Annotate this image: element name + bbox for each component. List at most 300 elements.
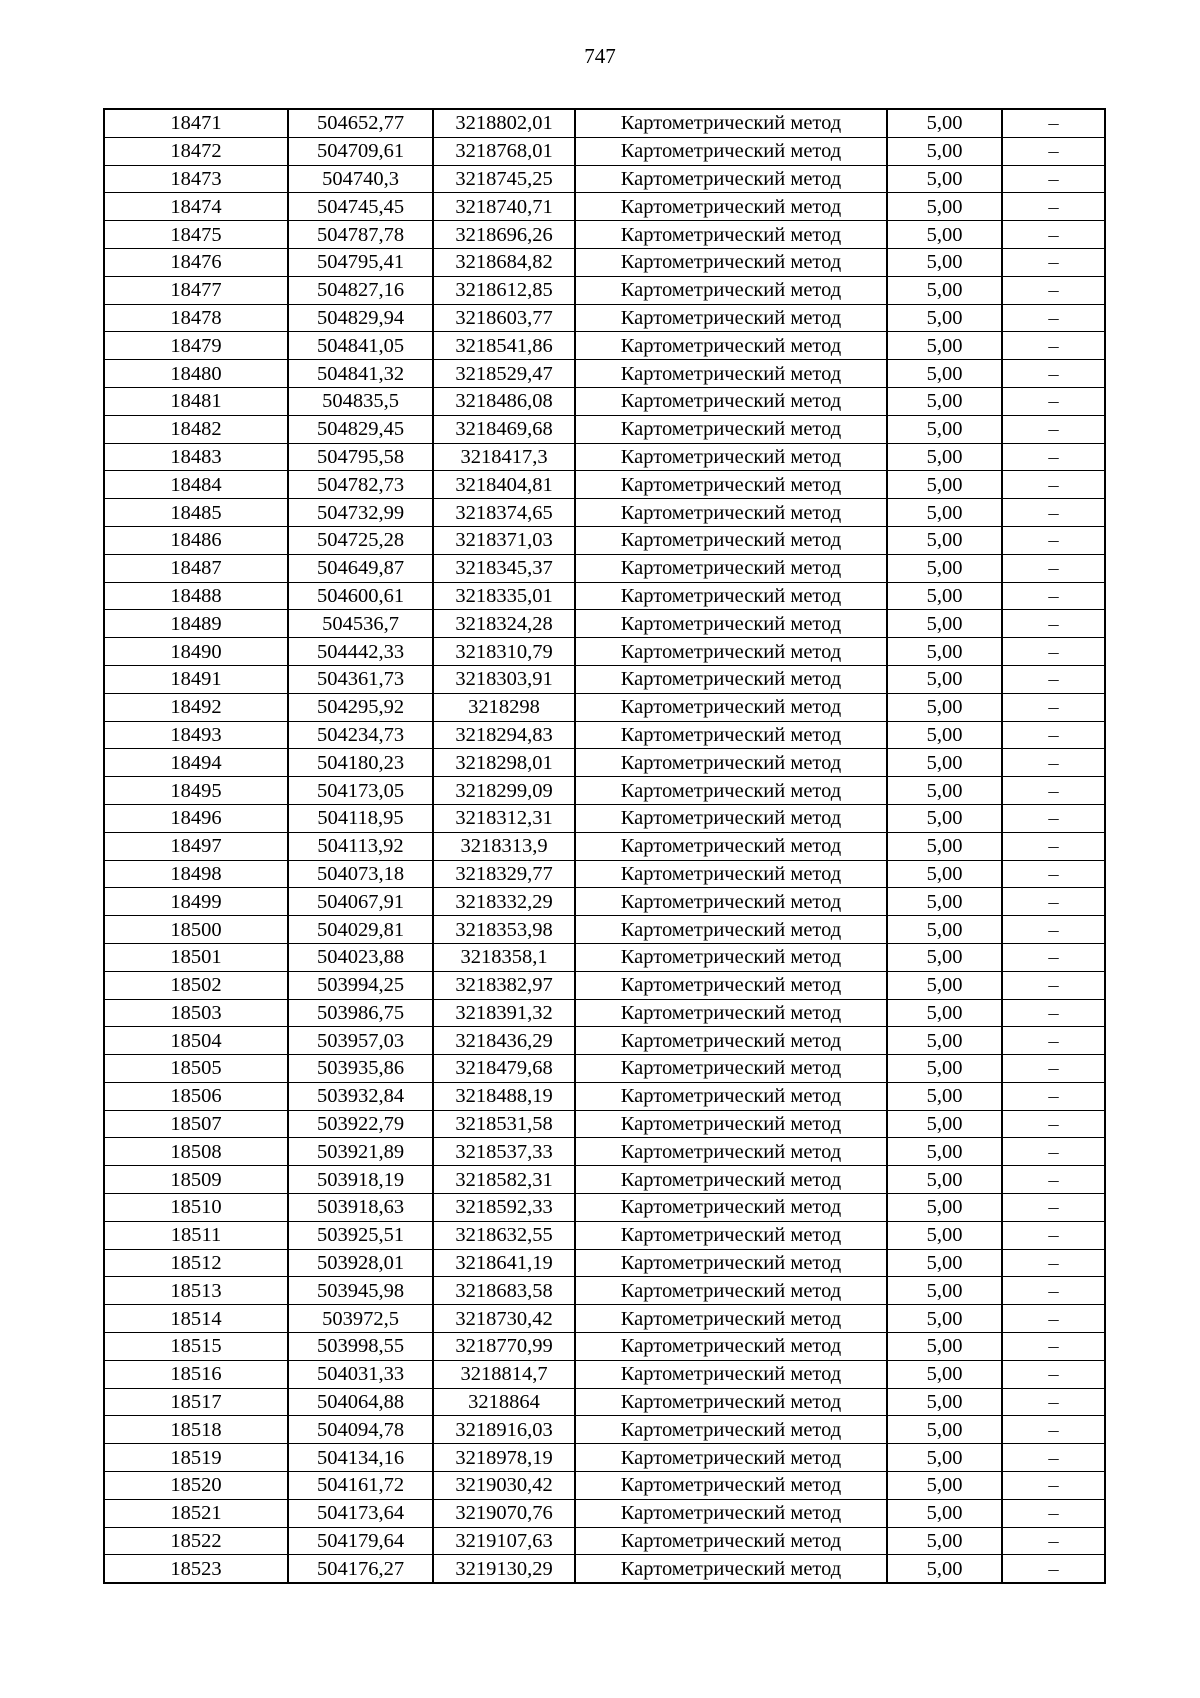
- accuracy-cell: 5,00: [887, 248, 1002, 276]
- x-coordinate-cell: 504031,33: [288, 1360, 433, 1388]
- table-row: [104, 749, 1105, 777]
- method-cell: Картометрический метод: [575, 1221, 887, 1249]
- point-number-cell: 18484: [104, 471, 288, 499]
- x-coordinate-cell: 503998,55: [288, 1333, 433, 1361]
- method-cell: Картометрический метод: [575, 1055, 887, 1083]
- y-coordinate-cell: 3218312,31: [433, 804, 575, 832]
- coordinates-table-body: [104, 109, 1105, 1583]
- description-cell: –: [1002, 804, 1105, 832]
- description-cell: –: [1002, 1499, 1105, 1527]
- point-number-cell: 18489: [104, 610, 288, 638]
- point-number-cell: 18485: [104, 499, 288, 527]
- method-cell: Картометрический метод: [575, 832, 887, 860]
- method-cell: Картометрический метод: [575, 554, 887, 582]
- x-coordinate-cell: 503921,89: [288, 1138, 433, 1166]
- table-row: [104, 332, 1105, 360]
- description-cell: –: [1002, 248, 1105, 276]
- y-coordinate-cell: 3218303,91: [433, 665, 575, 693]
- x-coordinate-cell: 504725,28: [288, 526, 433, 554]
- table-row: [104, 109, 1105, 137]
- accuracy-cell: 5,00: [887, 1110, 1002, 1138]
- table-row: [104, 471, 1105, 499]
- description-cell: –: [1002, 665, 1105, 693]
- y-coordinate-cell: 3218345,37: [433, 554, 575, 582]
- method-cell: Картометрический метод: [575, 443, 887, 471]
- x-coordinate-cell: 504161,72: [288, 1472, 433, 1500]
- point-number-cell: 18505: [104, 1055, 288, 1083]
- table-row: [104, 248, 1105, 276]
- accuracy-cell: 5,00: [887, 526, 1002, 554]
- accuracy-cell: 5,00: [887, 832, 1002, 860]
- description-cell: –: [1002, 1138, 1105, 1166]
- y-coordinate-cell: 3218537,33: [433, 1138, 575, 1166]
- table-row: [104, 499, 1105, 527]
- table-row: [104, 1305, 1105, 1333]
- method-cell: Картометрический метод: [575, 1499, 887, 1527]
- table-row: [104, 721, 1105, 749]
- table-row: [104, 638, 1105, 666]
- table-row: [104, 1360, 1105, 1388]
- point-number-cell: 18478: [104, 304, 288, 332]
- point-number-cell: 18483: [104, 443, 288, 471]
- y-coordinate-cell: 3218978,19: [433, 1444, 575, 1472]
- description-cell: –: [1002, 638, 1105, 666]
- point-number-cell: 18481: [104, 387, 288, 415]
- accuracy-cell: 5,00: [887, 610, 1002, 638]
- table-row: [104, 582, 1105, 610]
- method-cell: Картометрический метод: [575, 221, 887, 249]
- point-number-cell: 18519: [104, 1444, 288, 1472]
- method-cell: Картометрический метод: [575, 804, 887, 832]
- table-row: [104, 1221, 1105, 1249]
- table-row: [104, 610, 1105, 638]
- point-number-cell: 18520: [104, 1472, 288, 1500]
- point-number-cell: 18497: [104, 832, 288, 860]
- description-cell: –: [1002, 721, 1105, 749]
- x-coordinate-cell: 504795,58: [288, 443, 433, 471]
- accuracy-cell: 5,00: [887, 971, 1002, 999]
- accuracy-cell: 5,00: [887, 1527, 1002, 1555]
- accuracy-cell: 5,00: [887, 1360, 1002, 1388]
- table-row: [104, 193, 1105, 221]
- point-number-cell: 18488: [104, 582, 288, 610]
- x-coordinate-cell: 503918,63: [288, 1194, 433, 1222]
- accuracy-cell: 5,00: [887, 721, 1002, 749]
- accuracy-cell: 5,00: [887, 1221, 1002, 1249]
- y-coordinate-cell: 3218310,79: [433, 638, 575, 666]
- y-coordinate-cell: 3218768,01: [433, 137, 575, 165]
- point-number-cell: 18512: [104, 1249, 288, 1277]
- y-coordinate-cell: 3218358,1: [433, 943, 575, 971]
- table-row: [104, 1388, 1105, 1416]
- point-number-cell: 18480: [104, 360, 288, 388]
- x-coordinate-cell: 504179,64: [288, 1527, 433, 1555]
- y-coordinate-cell: 3218696,26: [433, 221, 575, 249]
- y-coordinate-cell: 3218541,86: [433, 332, 575, 360]
- point-number-cell: 18513: [104, 1277, 288, 1305]
- description-cell: –: [1002, 777, 1105, 805]
- description-cell: –: [1002, 415, 1105, 443]
- accuracy-cell: 5,00: [887, 943, 1002, 971]
- method-cell: Картометрический метод: [575, 471, 887, 499]
- accuracy-cell: 5,00: [887, 387, 1002, 415]
- x-coordinate-cell: 504745,45: [288, 193, 433, 221]
- table-row: [104, 1027, 1105, 1055]
- table-row: [104, 1444, 1105, 1472]
- method-cell: Картометрический метод: [575, 304, 887, 332]
- accuracy-cell: 5,00: [887, 360, 1002, 388]
- accuracy-cell: 5,00: [887, 1027, 1002, 1055]
- description-cell: –: [1002, 165, 1105, 193]
- y-coordinate-cell: 3218488,19: [433, 1082, 575, 1110]
- accuracy-cell: 5,00: [887, 221, 1002, 249]
- point-number-cell: 18500: [104, 916, 288, 944]
- method-cell: Картометрический метод: [575, 749, 887, 777]
- x-coordinate-cell: 504176,27: [288, 1555, 433, 1583]
- point-number-cell: 18496: [104, 804, 288, 832]
- point-number-cell: 18477: [104, 276, 288, 304]
- x-coordinate-cell: 503922,79: [288, 1110, 433, 1138]
- description-cell: –: [1002, 1249, 1105, 1277]
- method-cell: Картометрический метод: [575, 638, 887, 666]
- method-cell: Картометрический метод: [575, 721, 887, 749]
- accuracy-cell: 5,00: [887, 471, 1002, 499]
- table-row: [104, 304, 1105, 332]
- description-cell: –: [1002, 860, 1105, 888]
- table-row: [104, 860, 1105, 888]
- x-coordinate-cell: 503994,25: [288, 971, 433, 999]
- accuracy-cell: 5,00: [887, 582, 1002, 610]
- point-number-cell: 18507: [104, 1110, 288, 1138]
- accuracy-cell: 5,00: [887, 665, 1002, 693]
- point-number-cell: 18487: [104, 554, 288, 582]
- point-number-cell: 18491: [104, 665, 288, 693]
- point-number-cell: 18474: [104, 193, 288, 221]
- x-coordinate-cell: 504094,78: [288, 1416, 433, 1444]
- x-coordinate-cell: 504827,16: [288, 276, 433, 304]
- description-cell: –: [1002, 943, 1105, 971]
- description-cell: –: [1002, 693, 1105, 721]
- description-cell: –: [1002, 971, 1105, 999]
- accuracy-cell: 5,00: [887, 276, 1002, 304]
- x-coordinate-cell: 504023,88: [288, 943, 433, 971]
- table-row: [104, 777, 1105, 805]
- y-coordinate-cell: 3218382,97: [433, 971, 575, 999]
- accuracy-cell: 5,00: [887, 693, 1002, 721]
- accuracy-cell: 5,00: [887, 804, 1002, 832]
- point-number-cell: 18506: [104, 1082, 288, 1110]
- description-cell: –: [1002, 499, 1105, 527]
- y-coordinate-cell: 3218298,01: [433, 749, 575, 777]
- table-row: [104, 1555, 1105, 1583]
- point-number-cell: 18515: [104, 1333, 288, 1361]
- table-row: [104, 832, 1105, 860]
- point-number-cell: 18514: [104, 1305, 288, 1333]
- point-number-cell: 18510: [104, 1194, 288, 1222]
- x-coordinate-cell: 504442,33: [288, 638, 433, 666]
- accuracy-cell: 5,00: [887, 1194, 1002, 1222]
- accuracy-cell: 5,00: [887, 193, 1002, 221]
- table-row: [104, 1138, 1105, 1166]
- y-coordinate-cell: 3219030,42: [433, 1472, 575, 1500]
- table-row: [104, 1166, 1105, 1194]
- table-row: [104, 916, 1105, 944]
- description-cell: –: [1002, 1388, 1105, 1416]
- y-coordinate-cell: 3218335,01: [433, 582, 575, 610]
- point-number-cell: 18508: [104, 1138, 288, 1166]
- method-cell: Картометрический метод: [575, 248, 887, 276]
- method-cell: Картометрический метод: [575, 165, 887, 193]
- x-coordinate-cell: 504361,73: [288, 665, 433, 693]
- x-coordinate-cell: 503972,5: [288, 1305, 433, 1333]
- accuracy-cell: 5,00: [887, 1166, 1002, 1194]
- point-number-cell: 18493: [104, 721, 288, 749]
- description-cell: –: [1002, 221, 1105, 249]
- point-number-cell: 18509: [104, 1166, 288, 1194]
- table-row: [104, 1194, 1105, 1222]
- x-coordinate-cell: 504787,78: [288, 221, 433, 249]
- accuracy-cell: 5,00: [887, 415, 1002, 443]
- x-coordinate-cell: 504295,92: [288, 693, 433, 721]
- x-coordinate-cell: 504180,23: [288, 749, 433, 777]
- method-cell: Картометрический метод: [575, 137, 887, 165]
- point-number-cell: 18471: [104, 109, 288, 137]
- y-coordinate-cell: 3218814,7: [433, 1360, 575, 1388]
- method-cell: Картометрический метод: [575, 916, 887, 944]
- point-number-cell: 18504: [104, 1027, 288, 1055]
- y-coordinate-cell: 3218299,09: [433, 777, 575, 805]
- table-row: [104, 943, 1105, 971]
- point-number-cell: 18499: [104, 888, 288, 916]
- point-number-cell: 18521: [104, 1499, 288, 1527]
- method-cell: Картометрический метод: [575, 888, 887, 916]
- method-cell: Картометрический метод: [575, 1027, 887, 1055]
- description-cell: –: [1002, 582, 1105, 610]
- accuracy-cell: 5,00: [887, 638, 1002, 666]
- point-number-cell: 18502: [104, 971, 288, 999]
- method-cell: Картометрический метод: [575, 1388, 887, 1416]
- method-cell: Картометрический метод: [575, 1166, 887, 1194]
- y-coordinate-cell: 3218612,85: [433, 276, 575, 304]
- description-cell: –: [1002, 137, 1105, 165]
- accuracy-cell: 5,00: [887, 1444, 1002, 1472]
- y-coordinate-cell: 3218529,47: [433, 360, 575, 388]
- y-coordinate-cell: 3218683,58: [433, 1277, 575, 1305]
- method-cell: Картометрический метод: [575, 332, 887, 360]
- accuracy-cell: 5,00: [887, 999, 1002, 1027]
- description-cell: –: [1002, 471, 1105, 499]
- table-row: [104, 693, 1105, 721]
- description-cell: –: [1002, 999, 1105, 1027]
- accuracy-cell: 5,00: [887, 109, 1002, 137]
- point-number-cell: 18472: [104, 137, 288, 165]
- point-number-cell: 18473: [104, 165, 288, 193]
- y-coordinate-cell: 3218770,99: [433, 1333, 575, 1361]
- method-cell: Картометрический метод: [575, 1249, 887, 1277]
- x-coordinate-cell: 503957,03: [288, 1027, 433, 1055]
- accuracy-cell: 5,00: [887, 499, 1002, 527]
- description-cell: –: [1002, 1277, 1105, 1305]
- coordinates-table: [103, 108, 1106, 1584]
- y-coordinate-cell: 3218802,01: [433, 109, 575, 137]
- description-cell: –: [1002, 304, 1105, 332]
- table-row: [104, 1333, 1105, 1361]
- table-row: [104, 999, 1105, 1027]
- table-row: [104, 137, 1105, 165]
- table-row: [104, 221, 1105, 249]
- x-coordinate-cell: 504064,88: [288, 1388, 433, 1416]
- method-cell: Картометрический метод: [575, 777, 887, 805]
- table-row: [104, 1416, 1105, 1444]
- x-coordinate-cell: 504029,81: [288, 916, 433, 944]
- description-cell: –: [1002, 1555, 1105, 1583]
- point-number-cell: 18516: [104, 1360, 288, 1388]
- x-coordinate-cell: 504173,05: [288, 777, 433, 805]
- y-coordinate-cell: 3218531,58: [433, 1110, 575, 1138]
- description-cell: –: [1002, 332, 1105, 360]
- table-row: [104, 1249, 1105, 1277]
- table-row: [104, 1499, 1105, 1527]
- x-coordinate-cell: 504134,16: [288, 1444, 433, 1472]
- y-coordinate-cell: 3218436,29: [433, 1027, 575, 1055]
- x-coordinate-cell: 503925,51: [288, 1221, 433, 1249]
- description-cell: –: [1002, 193, 1105, 221]
- description-cell: –: [1002, 1360, 1105, 1388]
- page-number: 747: [584, 44, 616, 68]
- accuracy-cell: 5,00: [887, 1555, 1002, 1583]
- method-cell: Картометрический метод: [575, 415, 887, 443]
- x-coordinate-cell: 504173,64: [288, 1499, 433, 1527]
- accuracy-cell: 5,00: [887, 777, 1002, 805]
- y-coordinate-cell: 3218324,28: [433, 610, 575, 638]
- point-number-cell: 18494: [104, 749, 288, 777]
- x-coordinate-cell: 504536,7: [288, 610, 433, 638]
- method-cell: Картометрический метод: [575, 1110, 887, 1138]
- table-row: [104, 554, 1105, 582]
- method-cell: Картометрический метод: [575, 276, 887, 304]
- point-number-cell: 18492: [104, 693, 288, 721]
- description-cell: –: [1002, 360, 1105, 388]
- y-coordinate-cell: 3218486,08: [433, 387, 575, 415]
- method-cell: Картометрический метод: [575, 665, 887, 693]
- point-number-cell: 18475: [104, 221, 288, 249]
- description-cell: –: [1002, 832, 1105, 860]
- point-number-cell: 18498: [104, 860, 288, 888]
- point-number-cell: 18486: [104, 526, 288, 554]
- point-number-cell: 18476: [104, 248, 288, 276]
- table-row: [104, 443, 1105, 471]
- table-row: [104, 1277, 1105, 1305]
- table-row: [104, 1472, 1105, 1500]
- accuracy-cell: 5,00: [887, 749, 1002, 777]
- x-coordinate-cell: 503986,75: [288, 999, 433, 1027]
- y-coordinate-cell: 3218404,81: [433, 471, 575, 499]
- x-coordinate-cell: 504841,05: [288, 332, 433, 360]
- table-row: [104, 804, 1105, 832]
- y-coordinate-cell: 3218294,83: [433, 721, 575, 749]
- method-cell: Картометрический метод: [575, 1305, 887, 1333]
- x-coordinate-cell: 503918,19: [288, 1166, 433, 1194]
- description-cell: –: [1002, 387, 1105, 415]
- method-cell: Картометрический метод: [575, 526, 887, 554]
- method-cell: Картометрический метод: [575, 360, 887, 388]
- x-coordinate-cell: 504829,94: [288, 304, 433, 332]
- description-cell: –: [1002, 109, 1105, 137]
- y-coordinate-cell: 3218329,77: [433, 860, 575, 888]
- point-number-cell: 18511: [104, 1221, 288, 1249]
- method-cell: Картометрический метод: [575, 999, 887, 1027]
- y-coordinate-cell: 3218745,25: [433, 165, 575, 193]
- table-row: [104, 888, 1105, 916]
- method-cell: Картометрический метод: [575, 860, 887, 888]
- accuracy-cell: 5,00: [887, 165, 1002, 193]
- table-row: [104, 276, 1105, 304]
- method-cell: Картометрический метод: [575, 1527, 887, 1555]
- description-cell: –: [1002, 1110, 1105, 1138]
- x-coordinate-cell: 504835,5: [288, 387, 433, 415]
- x-coordinate-cell: 504649,87: [288, 554, 433, 582]
- y-coordinate-cell: 3218740,71: [433, 193, 575, 221]
- accuracy-cell: 5,00: [887, 1499, 1002, 1527]
- table-row: [104, 360, 1105, 388]
- x-coordinate-cell: 503945,98: [288, 1277, 433, 1305]
- accuracy-cell: 5,00: [887, 1277, 1002, 1305]
- method-cell: Картометрический метод: [575, 1333, 887, 1361]
- method-cell: Картометрический метод: [575, 1138, 887, 1166]
- point-number-cell: 18517: [104, 1388, 288, 1416]
- point-number-cell: 18503: [104, 999, 288, 1027]
- y-coordinate-cell: 3218864: [433, 1388, 575, 1416]
- y-coordinate-cell: 3218632,55: [433, 1221, 575, 1249]
- x-coordinate-cell: 504118,95: [288, 804, 433, 832]
- x-coordinate-cell: 504795,41: [288, 248, 433, 276]
- x-coordinate-cell: 504113,92: [288, 832, 433, 860]
- accuracy-cell: 5,00: [887, 304, 1002, 332]
- description-cell: –: [1002, 1027, 1105, 1055]
- description-cell: –: [1002, 1305, 1105, 1333]
- description-cell: –: [1002, 1055, 1105, 1083]
- y-coordinate-cell: 3218417,3: [433, 443, 575, 471]
- table-row: [104, 1110, 1105, 1138]
- y-coordinate-cell: 3219070,76: [433, 1499, 575, 1527]
- accuracy-cell: 5,00: [887, 1055, 1002, 1083]
- method-cell: Картометрический метод: [575, 1444, 887, 1472]
- description-cell: –: [1002, 526, 1105, 554]
- description-cell: –: [1002, 554, 1105, 582]
- x-coordinate-cell: 504841,32: [288, 360, 433, 388]
- description-cell: –: [1002, 1472, 1105, 1500]
- method-cell: Картометрический метод: [575, 610, 887, 638]
- method-cell: Картометрический метод: [575, 1555, 887, 1583]
- description-cell: –: [1002, 276, 1105, 304]
- point-number-cell: 18479: [104, 332, 288, 360]
- method-cell: Картометрический метод: [575, 1277, 887, 1305]
- description-cell: –: [1002, 916, 1105, 944]
- table-row: [104, 1082, 1105, 1110]
- point-number-cell: 18522: [104, 1527, 288, 1555]
- table-row: [104, 526, 1105, 554]
- description-cell: –: [1002, 888, 1105, 916]
- method-cell: Картометрический метод: [575, 193, 887, 221]
- accuracy-cell: 5,00: [887, 332, 1002, 360]
- accuracy-cell: 5,00: [887, 1082, 1002, 1110]
- x-coordinate-cell: 504600,61: [288, 582, 433, 610]
- y-coordinate-cell: 3218332,29: [433, 888, 575, 916]
- method-cell: Картометрический метод: [575, 693, 887, 721]
- accuracy-cell: 5,00: [887, 1138, 1002, 1166]
- description-cell: –: [1002, 1082, 1105, 1110]
- method-cell: Картометрический метод: [575, 582, 887, 610]
